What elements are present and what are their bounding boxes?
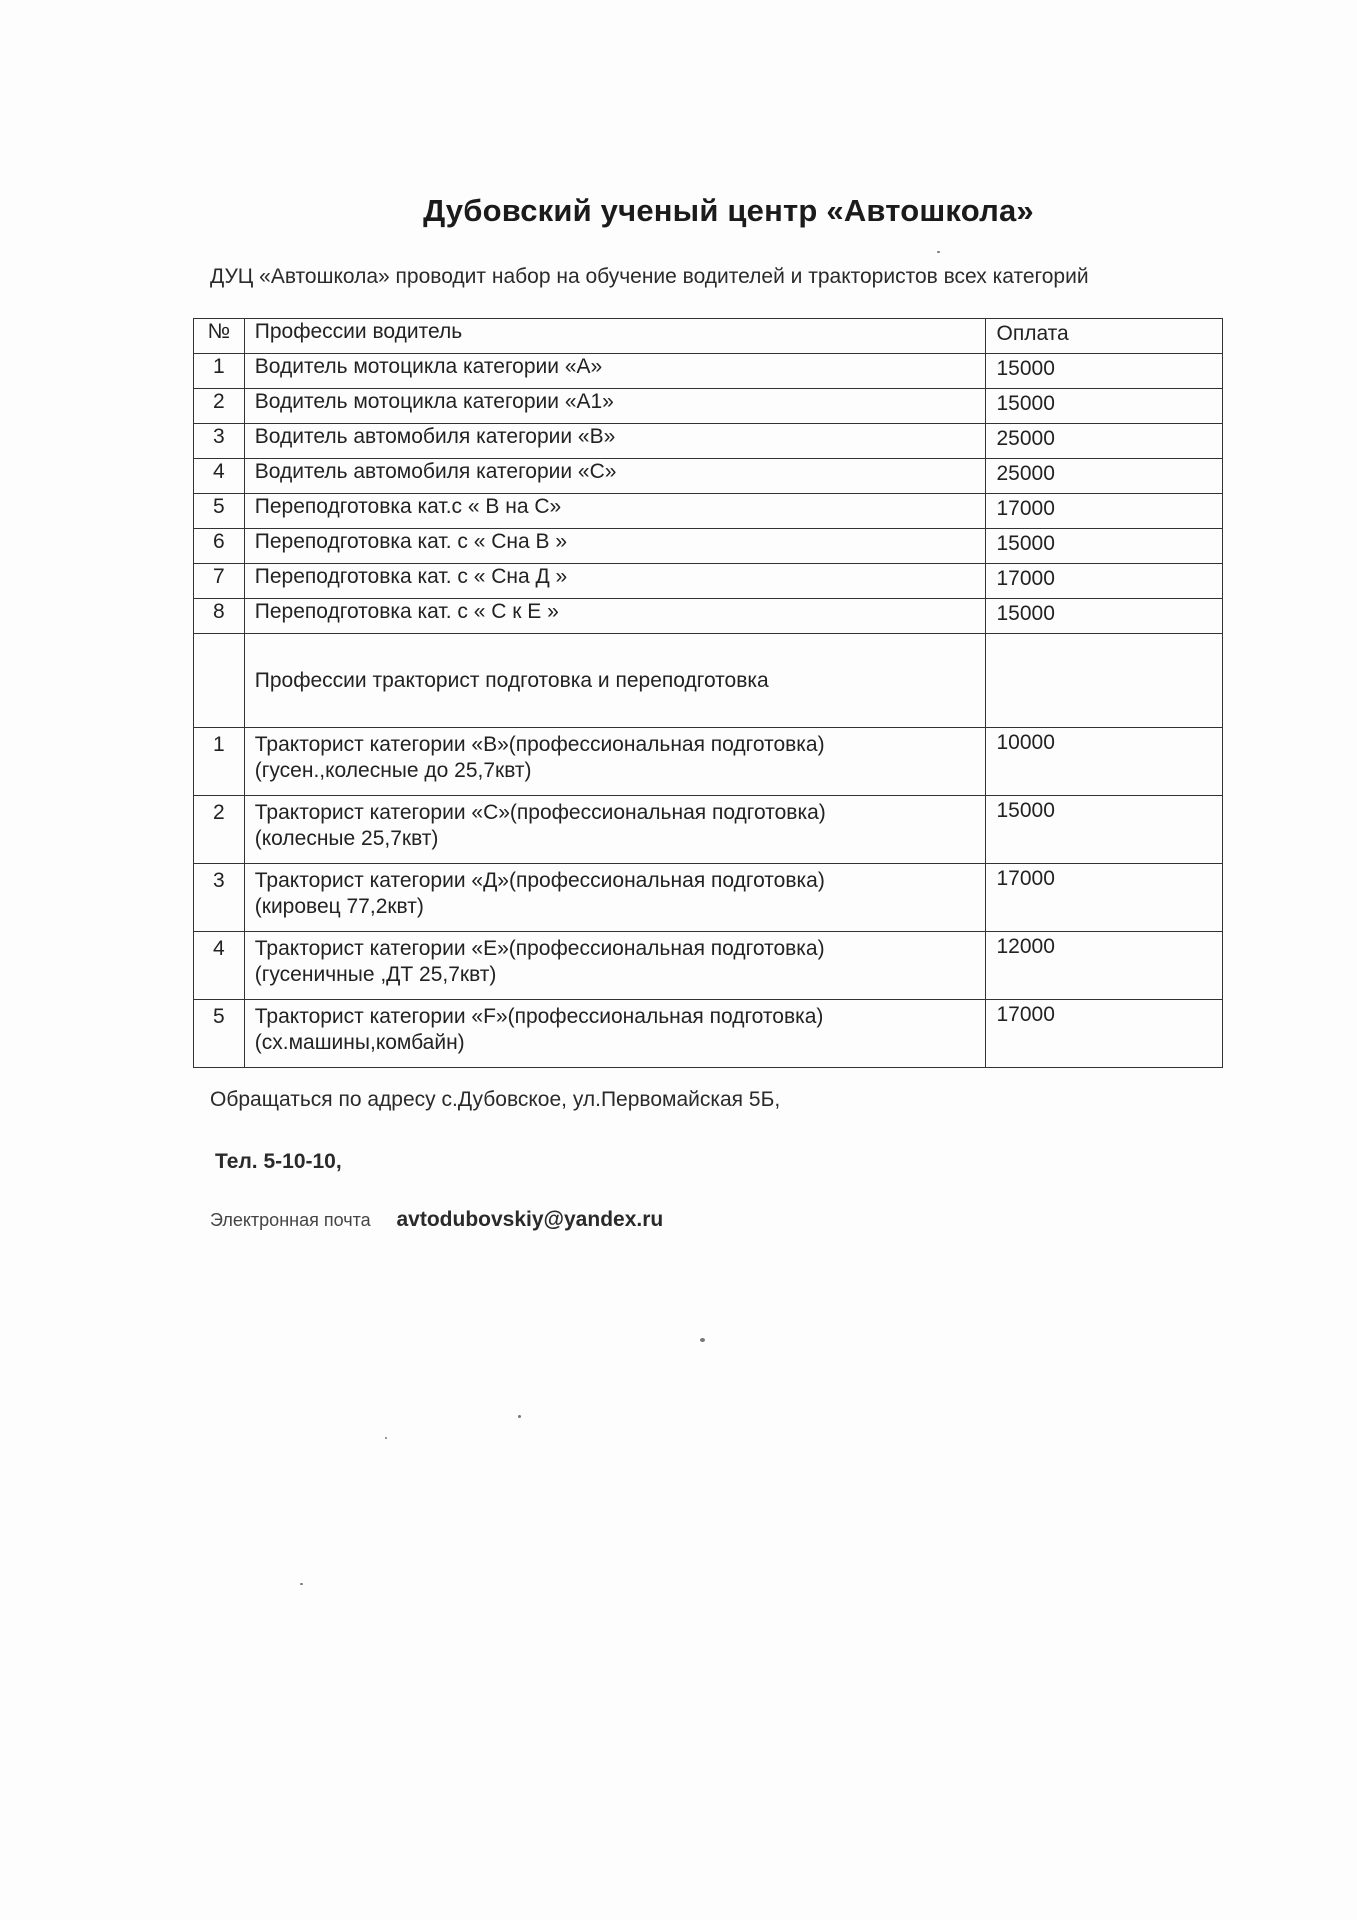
table-row: [194, 459, 1223, 494]
row-profession: Водитель автомобиля категории «В»: [244, 424, 986, 459]
row-num: 3: [194, 864, 245, 932]
row-payment: 25000: [986, 459, 1223, 494]
row-num: 7: [194, 564, 245, 599]
header-num: №: [194, 319, 245, 354]
table-row: [194, 389, 1223, 424]
row-num: 1: [194, 728, 245, 796]
table-row: [194, 599, 1223, 634]
row-payment: 17000: [986, 494, 1223, 529]
table-row: [194, 529, 1223, 564]
tractor-section-row: [194, 634, 1223, 728]
row-payment: 15000: [986, 354, 1223, 389]
contact-email-line: [210, 1208, 663, 1232]
row-payment: 15000: [986, 599, 1223, 634]
profession-note: (сх.машины,комбайн): [254, 1031, 465, 1054]
table-row: [194, 1000, 1223, 1068]
profession-note: (гусеничные ,ДТ 25,7квт): [254, 963, 497, 986]
row-num: 2: [194, 796, 245, 864]
section-pay-empty: [986, 634, 1223, 728]
price-table: [193, 318, 1223, 1068]
row-profession: Водитель мотоцикла категории «А»: [244, 354, 986, 389]
table-row: [194, 354, 1223, 389]
table-row: [194, 494, 1223, 529]
document-subtitle: ДУЦ «Автошкола» проводит набор на обучение водителей и трактористов всех категорий: [210, 265, 1089, 288]
row-profession: Переподготовка кат. с « Сна В »: [244, 529, 986, 564]
email-address[interactable]: avtodubovskiy@yandex.ru: [396, 1208, 664, 1231]
profession-note: (колесные 25,7квт): [254, 827, 439, 850]
row-profession: Водитель автомобиля категории «С»: [244, 459, 986, 494]
contact-address: Обращаться по адресу с.Дубовское, ул.Первомайская 5Б,: [210, 1088, 781, 1111]
table-row: [194, 796, 1223, 864]
row-payment: 25000: [986, 424, 1223, 459]
profession-note: (гусен.,колесные до 25,7квт): [254, 759, 532, 782]
table-row: [194, 728, 1223, 796]
scan-speck: [700, 1338, 705, 1342]
profession-name: Тракторист категории «F»(профессиональная подготовка): [254, 1005, 824, 1028]
row-payment: 17000: [986, 564, 1223, 599]
header-payment: Оплата: [986, 319, 1223, 354]
row-profession: [244, 864, 986, 932]
row-payment: 17000: [986, 864, 1223, 932]
row-payment: 15000: [986, 529, 1223, 564]
row-profession: [244, 796, 986, 864]
row-payment: 10000: [986, 728, 1223, 796]
profession-name: Тракторист категории «В»(профессиональная подготовка): [254, 733, 825, 756]
profession-note: (кировец 77,2квт): [254, 895, 424, 918]
row-profession: Переподготовка кат.с « В на С»: [244, 494, 986, 529]
email-label: Электронная почта: [210, 1210, 371, 1230]
scan-speck: [937, 251, 940, 253]
row-payment: 15000: [986, 796, 1223, 864]
row-profession: Переподготовка кат. с « Сна Д »: [244, 564, 986, 599]
row-num: 2: [194, 389, 245, 424]
row-num: 4: [194, 459, 245, 494]
scan-speck: [385, 1437, 387, 1439]
row-num: 3: [194, 424, 245, 459]
section-num-empty: [194, 634, 245, 728]
table-header-row: [194, 319, 1223, 354]
row-profession: [244, 932, 986, 1000]
scan-speck: [518, 1415, 521, 1418]
scan-speck: [300, 1583, 303, 1585]
table-row: [194, 932, 1223, 1000]
document-title: Дубовский ученый центр «Автошкола»: [423, 193, 1034, 228]
row-num: 1: [194, 354, 245, 389]
tractor-section-title: Профессии тракторист подготовка и переподготовка: [244, 634, 986, 728]
row-profession: Переподготовка кат. с « С к Е »: [244, 599, 986, 634]
row-payment: 12000: [986, 932, 1223, 1000]
row-profession: Водитель мотоцикла категории «А1»: [244, 389, 986, 424]
row-profession: [244, 728, 986, 796]
row-profession: [244, 1000, 986, 1068]
table-row: [194, 424, 1223, 459]
row-num: 5: [194, 1000, 245, 1068]
row-num: 6: [194, 529, 245, 564]
row-payment: 17000: [986, 1000, 1223, 1068]
table-row: [194, 864, 1223, 932]
row-payment: 15000: [986, 389, 1223, 424]
table-row: [194, 564, 1223, 599]
row-num: 4: [194, 932, 245, 1000]
header-profession: Профессии водитель: [244, 319, 986, 354]
contact-phone: Тел. 5-10-10,: [215, 1150, 342, 1173]
row-num: 8: [194, 599, 245, 634]
profession-name: Тракторист категории «С»(профессиональная подготовка): [254, 801, 826, 824]
row-num: 5: [194, 494, 245, 529]
profession-name: Тракторист категории «Д»(профессиональная подготовка): [254, 869, 825, 892]
profession-name: Тракторист категории «Е»(профессиональная подготовка): [254, 937, 825, 960]
